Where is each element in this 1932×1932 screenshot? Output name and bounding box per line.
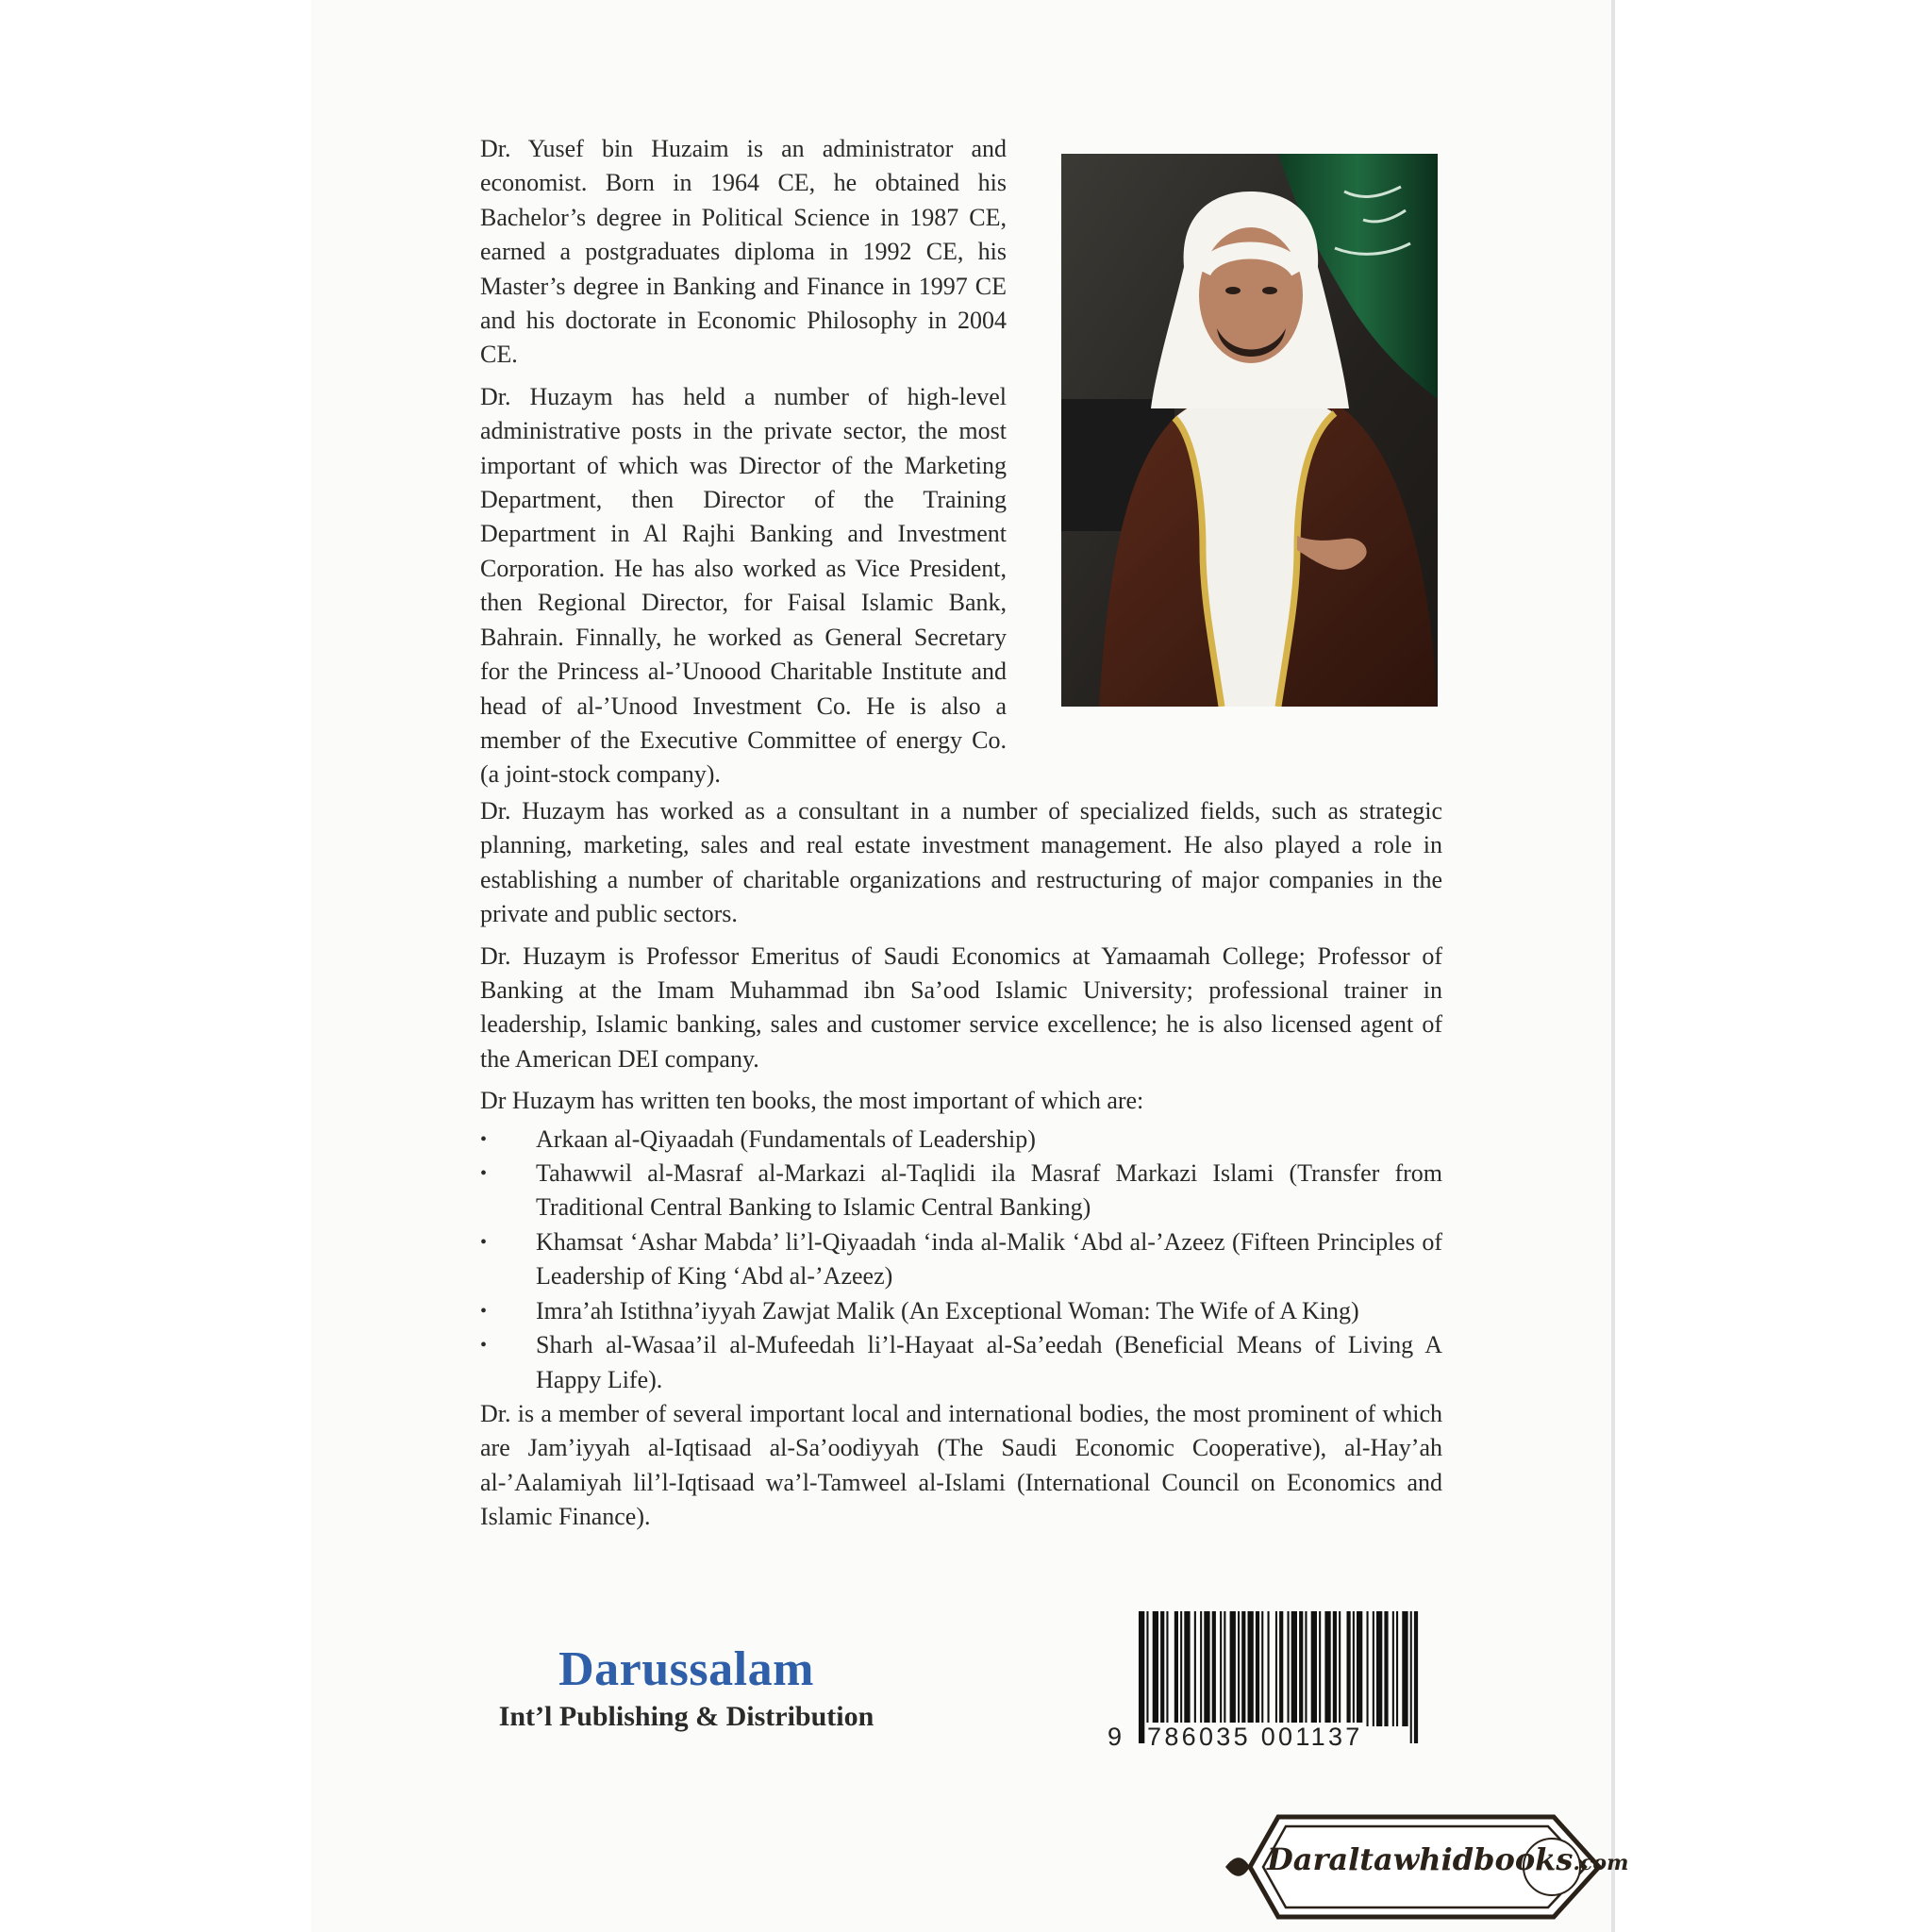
- cover-edge: [1611, 0, 1615, 1932]
- barcode-bar: [1204, 1611, 1209, 1726]
- publisher-logo: [462, 1640, 910, 1734]
- barcode-bar: [1241, 1611, 1245, 1726]
- bookseller-stamp: [1222, 1809, 1629, 1924]
- barcode-bar: [1376, 1611, 1382, 1726]
- barcode-digits: 786035 001137: [1147, 1723, 1363, 1751]
- barcode-bar: [1153, 1611, 1158, 1726]
- barcode-number: [1104, 1723, 1424, 1755]
- publisher-subtitle: Int’l Publishing & Distribution: [498, 1701, 874, 1732]
- barcode-bar: [1299, 1611, 1303, 1726]
- list-item: • Imra’ah Istithna’iyyah Zawjat Malik (An Exceptional Woman: The Wife of A King): [480, 1294, 1442, 1328]
- author-portrait-image: [1061, 154, 1438, 707]
- author-portrait: [1061, 154, 1438, 707]
- barcode-bar: [1230, 1611, 1236, 1726]
- list-item: • Tahawwil al-Masraf al-Markazi al-Taqlidi ila Masraf Markazi Islami (Transfer from Traditional Central Banking to Islamic Central Banking): [480, 1157, 1442, 1225]
- barcode-bar: [1305, 1611, 1307, 1726]
- barcode-bar: [1200, 1611, 1202, 1726]
- barcode-bar: [1184, 1611, 1190, 1726]
- barcode-bar: [1339, 1611, 1341, 1726]
- barcode-bar: [1392, 1611, 1394, 1726]
- barcode-bar: [1311, 1611, 1317, 1726]
- isbn-barcode: [1104, 1604, 1424, 1755]
- barcode-bar: [1224, 1611, 1225, 1726]
- bio-paragraph-2: Dr. Huzaym has held a number of high-level administrative posts in the private sector, the most important of which was Director of the Marketing Department, then Director of the Training Department in Al Rajhi Banking and Investment Corporation. He has also worked as Vice President, then Regional Director, for Faisal Islamic Bank, Bahrain. Finnally, he worked as General Secretary for the Princess al-’Unoood Charitable Institute and head of al-’Unood Investment Co. He is also a member of the Executive Committee of energy Co. (a joint-stock company).: [480, 382, 1007, 789]
- barcode-bar: [1212, 1611, 1216, 1726]
- barcode-bar: [1373, 1611, 1374, 1726]
- barcode-bar: [1291, 1611, 1297, 1726]
- barcode-bar: [1268, 1611, 1270, 1726]
- bio-paragraph-3: Dr. Huzaym has worked as a consultant in a number of specialized fields, such as strategic planning, marketing, sales and real estate investment management. He also played a role in establishing a number of charitable organizations and restructuring of major companies in the private and public sectors.: [480, 797, 1442, 928]
- barcode-bar: [1279, 1611, 1283, 1726]
- barcode-bar: [1347, 1611, 1351, 1726]
- barcode-bar: [1402, 1611, 1407, 1726]
- stamp-text: [1267, 1841, 1629, 1877]
- barcode-bar: [1220, 1611, 1222, 1726]
- barcode-bar: [1194, 1611, 1196, 1726]
- barcode-bar: [1384, 1611, 1388, 1726]
- bio-wide-column: [480, 794, 1442, 1535]
- books-list: [480, 1123, 1442, 1397]
- stamp-site-name: Daraltawhidbooks: [1267, 1841, 1574, 1877]
- barcode-bar: [1275, 1611, 1277, 1726]
- barcode-bar: [1333, 1611, 1337, 1726]
- bio-closing-paragraph: Dr. is a member of several important local and international bodies, the most prominent of which are Jam’iyyah al-Iqtisaad al-Sa’oodiyyah (The Saudi Economic Cooperative), al-Hay’ah al-’Aalamiyah lil’l-Iqtisaad wa’l-Tamweel al-Islami (International Council on Economics and Islamic Finance).: [480, 1399, 1442, 1531]
- barcode-bar: [1288, 1611, 1290, 1726]
- barcode-bar: [1248, 1611, 1254, 1726]
- list-item: • Arkaan al-Qiyaadah (Fundamentals of Leadership): [480, 1123, 1442, 1157]
- barcode-bar: [1174, 1611, 1178, 1726]
- barcode-bar: [1261, 1611, 1263, 1726]
- publisher-name: Darussalam: [558, 1642, 814, 1696]
- list-item: • Khamsat ‘Ashar Mabda’ li’l-Qiyaadah ‘inda al-Malik ‘Abd al-’Azeez (Fifteen Principles of Leadership of King ‘Abd al-’Azeez): [480, 1225, 1442, 1294]
- stamp-domain-suffix: .com: [1573, 1851, 1629, 1875]
- bio-paragraph-4: Dr. Huzaym is Professor Emeritus of Saudi Economics at Yamaamah College; Professor of Banking at the Imam Muhammad ibn Sa’ood Islamic University; professional trainer in leadership, Islamic banking, sales and customer service excellence; he is also licensed agent of the American DEI company.: [480, 941, 1442, 1073]
- bio-top-column: [480, 132, 1007, 792]
- list-item: • Sharh al-Wasaa’il al-Mufeedah li’l-Hayaat al-Sa’eedah (Beneficial Means of Living A Happy Life).: [480, 1328, 1442, 1397]
- barcode-bar: [1160, 1611, 1164, 1726]
- bio-paragraph-1: Dr. Yusef bin Huzaim is an administrator and economist. Born in 1964 CE, he obtained his Bachelor’s degree in Political Science in 1987 CE, earned a postgraduates diploma in 1992 CE, his Master’s degree in Banking and Finance in 1997 CE and his doctorate in Economic Philosophy in 2004 CE.: [480, 135, 1007, 369]
- barcode-bar: [1238, 1611, 1240, 1726]
- barcode-bar: [1166, 1611, 1168, 1726]
- barcode-bar: [1180, 1611, 1182, 1726]
- barcode-bar: [1396, 1611, 1398, 1726]
- barcode-bar: [1367, 1611, 1369, 1726]
- books-intro: Dr Huzaym has written ten books, the most important of which are:: [480, 1087, 1144, 1115]
- barcode-bar: [1353, 1611, 1355, 1726]
- barcode-lead-digit: 9: [1108, 1723, 1125, 1751]
- barcode-bar: [1256, 1611, 1259, 1726]
- barcode-bar: [1357, 1611, 1362, 1726]
